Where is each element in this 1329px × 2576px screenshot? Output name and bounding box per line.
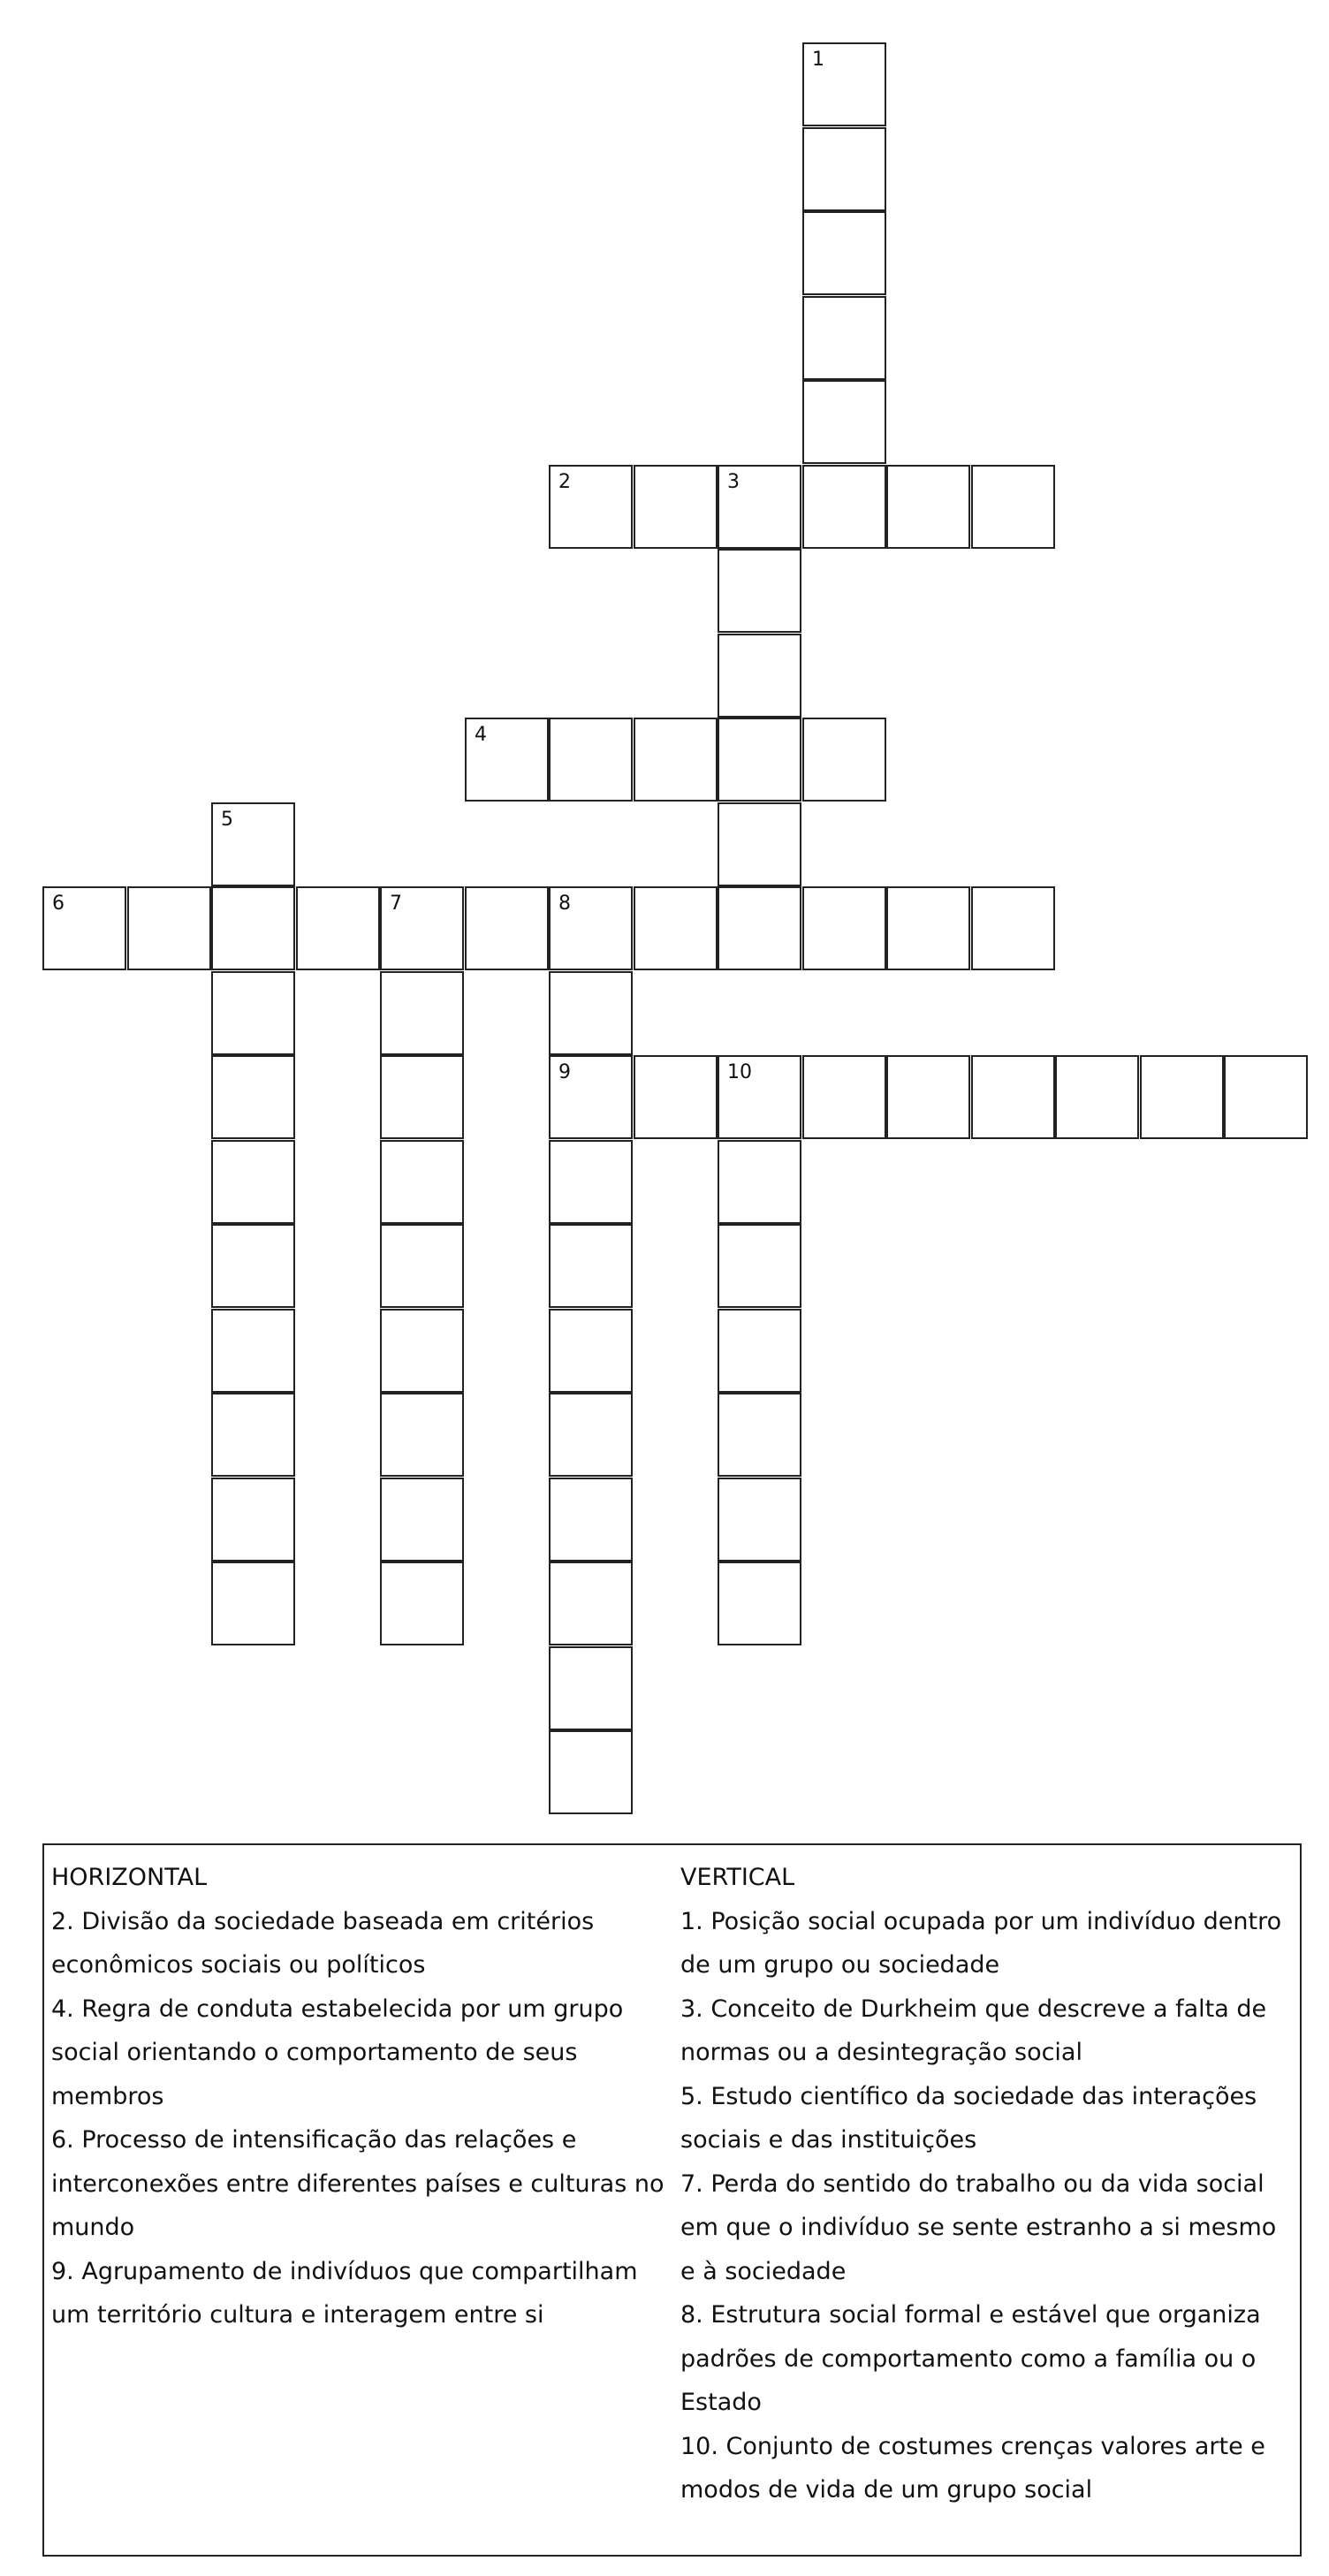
clue-number: 10 (727, 1061, 752, 1083)
grid-cell[interactable] (802, 380, 886, 464)
grid-cell[interactable] (802, 127, 886, 211)
grid-cell[interactable] (380, 1055, 464, 1139)
grid-cell[interactable] (802, 886, 886, 970)
grid-cell[interactable] (549, 1224, 633, 1308)
grid-cell[interactable] (634, 718, 718, 802)
grid-cell[interactable] (549, 1730, 633, 1814)
vertical-clues (680, 1856, 1290, 2512)
grid-cell[interactable] (1055, 1055, 1139, 1139)
grid-cell[interactable] (380, 1393, 464, 1477)
grid-cell[interactable] (549, 1393, 633, 1477)
grid-cell[interactable] (211, 1140, 295, 1224)
grid-cell[interactable] (971, 1055, 1055, 1139)
grid-cell[interactable] (802, 211, 886, 295)
grid-cell[interactable] (718, 1140, 801, 1224)
grid-cell[interactable] (380, 886, 464, 970)
grid-cell[interactable] (549, 1309, 633, 1393)
clue-down-3: 3. Conceito de Durkheim que descreve a falta de normas ou a desintegração social (680, 1995, 1267, 2066)
grid-cell[interactable] (886, 1055, 970, 1139)
grid-cell[interactable] (886, 465, 970, 549)
grid-cell[interactable] (718, 1055, 801, 1139)
grid-cell[interactable] (549, 718, 633, 802)
grid-cell[interactable] (211, 1478, 295, 1562)
grid-cell[interactable] (211, 802, 295, 886)
grid-cell[interactable] (718, 1224, 801, 1308)
grid-cell[interactable] (634, 465, 718, 549)
clue-number: 6 (52, 893, 65, 915)
grid-cell[interactable] (211, 886, 295, 970)
grid-cell[interactable] (211, 1393, 295, 1477)
grid-cell[interactable] (380, 1309, 464, 1393)
horizontal-clues (51, 1856, 670, 2337)
clue-down-7: 7. Perda do sentido do trabalho ou da vida social em que o indivíduo se sente estranho a si mesmo e à sociedade (680, 2169, 1277, 2285)
clue-number: 2 (558, 471, 571, 493)
grid-cell[interactable] (802, 296, 886, 380)
grid-cell[interactable] (886, 886, 970, 970)
grid-cell[interactable] (380, 1224, 464, 1308)
grid-cell[interactable] (211, 1224, 295, 1308)
grid-cell[interactable] (718, 1393, 801, 1477)
grid-cell[interactable] (718, 634, 801, 718)
clue-across-4: 4. Regra de conduta estabelecida por um grupo social orientando o comportamento de seus membros (51, 1995, 624, 2110)
clue-number: 4 (475, 724, 487, 746)
clue-number: 3 (727, 471, 740, 493)
grid-cell[interactable] (380, 1140, 464, 1224)
grid-cell[interactable] (465, 718, 549, 802)
grid-cell[interactable] (802, 1055, 886, 1139)
clues-box (42, 1843, 1302, 2557)
grid-cell[interactable] (1224, 1055, 1308, 1139)
clue-number: 7 (390, 893, 402, 915)
grid-cell[interactable] (549, 465, 633, 549)
clue-number: 9 (558, 1061, 571, 1083)
grid-cell[interactable] (465, 886, 549, 970)
grid-cell[interactable] (718, 1478, 801, 1562)
clue-down-1: 1. Posição social ocupada por um indivíduo dentro de um grupo ou sociedade (680, 1907, 1282, 1979)
grid-cell[interactable] (549, 1140, 633, 1224)
grid-cell[interactable] (971, 465, 1055, 549)
grid-cell[interactable] (971, 886, 1055, 970)
grid-cell[interactable] (211, 1309, 295, 1393)
grid-cell[interactable] (634, 1055, 718, 1139)
grid-cell[interactable] (718, 1562, 801, 1645)
grid-cell[interactable] (380, 1478, 464, 1562)
grid-cell[interactable] (380, 1562, 464, 1645)
grid-cell[interactable] (718, 718, 801, 802)
clue-number: 8 (558, 893, 571, 915)
grid-cell[interactable] (549, 1646, 633, 1730)
clue-across-9: 9. Agrupamento de indivíduos que compartilham um território cultura e interagem entre si (51, 2257, 638, 2329)
grid-cell[interactable] (211, 971, 295, 1055)
grid-cell[interactable] (549, 1562, 633, 1645)
grid-cell[interactable] (211, 1562, 295, 1645)
grid-cell[interactable] (42, 886, 126, 970)
grid-cell[interactable] (549, 1055, 633, 1139)
horizontal-title: HORIZONTAL (51, 1864, 208, 1891)
grid-cell[interactable] (549, 886, 633, 970)
grid-cell[interactable] (296, 886, 380, 970)
grid-cell[interactable] (211, 1055, 295, 1139)
clue-down-5: 5. Estudo científico da sociedade das interações sociais e das instituições (680, 2082, 1257, 2154)
grid-cell[interactable] (380, 971, 464, 1055)
grid-cell[interactable] (718, 886, 801, 970)
clue-across-6: 6. Processo de intensificação das relações e interconexões entre diferentes países e culturas no mundo (51, 2126, 664, 2241)
grid-cell[interactable] (718, 1309, 801, 1393)
grid-cell[interactable] (802, 465, 886, 549)
grid-cell[interactable] (549, 971, 633, 1055)
clue-down-10: 10. Conjunto de costumes crenças valores arte e modos de vida de um grupo social (680, 2432, 1265, 2504)
grid-cell[interactable] (718, 802, 801, 886)
grid-cell[interactable] (802, 42, 886, 126)
grid-cell[interactable] (1140, 1055, 1224, 1139)
grid-cell[interactable] (127, 886, 211, 970)
grid-cell[interactable] (718, 549, 801, 633)
grid-cell[interactable] (549, 1478, 633, 1562)
vertical-title: VERTICAL (680, 1864, 795, 1891)
clue-number: 5 (221, 809, 233, 831)
clue-across-2: 2. Divisão da sociedade baseada em critérios econômicos sociais ou políticos (51, 1907, 595, 1979)
grid-cell[interactable] (634, 886, 718, 970)
clue-down-8: 8. Estrutura social formal e estável que organiza padrões de comportamento como a família ou o Estado (680, 2301, 1261, 2416)
grid-cell[interactable] (718, 465, 801, 549)
clue-number: 1 (812, 49, 824, 71)
grid-cell[interactable] (802, 718, 886, 802)
